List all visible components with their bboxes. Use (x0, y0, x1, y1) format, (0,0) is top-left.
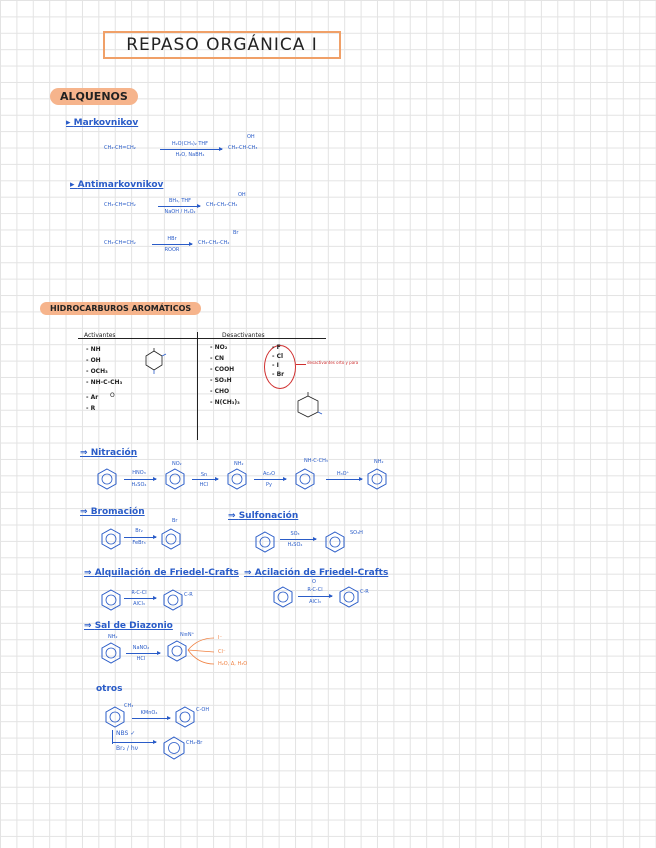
nitracion-sub-nh2: NH₂ (234, 461, 244, 467)
markovnikov-reactant: CH₃-CH=CH₂ (104, 145, 136, 151)
halogenos-list (272, 343, 284, 379)
acilacion-label: Acilación de Friedel-Crafts (254, 568, 389, 578)
branch-arrows-icon (188, 634, 218, 668)
anti-r1-cond-top: BH₃, THF (168, 198, 192, 204)
activante-sub: O (110, 392, 115, 399)
acilacion-bottom: AlCl₃ (309, 599, 321, 605)
diazonio-top: NaNO₂ (132, 645, 150, 651)
otros-top: KMnO₄ (140, 710, 158, 716)
benzene-icon (174, 706, 196, 728)
nitracion-s3-bottom: Py (266, 482, 272, 488)
nitracion-sub-nh2-final: NH₂ (374, 459, 384, 465)
anti-r2-cond-top: HBr (167, 236, 177, 242)
halogenos-note: desactivantes orto y para (307, 360, 359, 365)
section-header-alquenos: ALQUENOS (50, 88, 138, 105)
halogeno-item: - I (272, 362, 279, 369)
diazonio-bottom: HCl (136, 656, 146, 662)
benzene-icon (166, 640, 188, 662)
benzene-icon (254, 531, 276, 553)
nitracion-s4-top: H₃O⁺ (336, 471, 350, 477)
antimarkovnikov-label: Antimarkovnikov (77, 180, 164, 190)
nbs-bottom: Br₂ / hν (116, 745, 138, 752)
nitracion-s2-arrow (192, 479, 218, 480)
diazonio-branch: Cl⁻ (218, 649, 226, 655)
anti-r1-reactant: CH₃-CH=CH₂ (104, 202, 136, 208)
anti-r1-cond-bottom: NaOH / H₂O₂ (164, 209, 196, 215)
benzene-icon (100, 642, 122, 664)
otros-label: otros (96, 684, 123, 694)
benzene-icon (160, 528, 182, 550)
desactivante-item: - CN (210, 355, 225, 362)
sulfonacion-bottom: H₂SO₄ (287, 542, 303, 548)
sulfonacion-sub: SO₃H (350, 530, 363, 536)
benzene-icon (162, 736, 186, 760)
acilacion-arrow (298, 596, 332, 597)
nitracion-s1-bottom: H₂SO₄ (131, 482, 147, 488)
anti-r2-reactant: CH₃-CH=CH₂ (104, 240, 136, 246)
benzene-activantes-icon (144, 348, 168, 374)
halogeno-item: - F (272, 344, 281, 351)
diazonio-arrow (126, 653, 160, 654)
nbs-top: NBS ✓ (116, 730, 136, 737)
alquilacion-top: R-C-Cl (131, 590, 147, 596)
benzene-icon (294, 468, 316, 490)
nitracion-s3-arrow (254, 479, 286, 480)
halogeno-item: - Br (272, 371, 285, 378)
halogeno-item: - Cl (272, 353, 284, 360)
nitracion-label: Nitración (90, 448, 138, 458)
nitracion-s4-arrow (326, 479, 362, 480)
nitracion-heading: ⇒ Nitración (80, 448, 138, 458)
sulfonacion-heading: ⇒ Sulfonación (228, 511, 299, 521)
desactivante-item: - CHO (210, 388, 230, 395)
anti-r1-product-sub: OH (238, 192, 246, 198)
activante-item: - Ar (86, 394, 99, 401)
benzene-icon (100, 589, 122, 611)
diazonio-sub-start: NH₂ (108, 634, 118, 640)
activantes-header: Activantes (84, 332, 116, 339)
otros-sub-product: C-OH (196, 707, 210, 713)
benzene-icon (226, 468, 248, 490)
activante-item: - NH-C-CH₃ (86, 379, 123, 386)
nitracion-s2-top: Sn (200, 472, 208, 478)
alquilacion-bottom: AlCl₃ (133, 601, 145, 607)
diazonio-branch: H₂O, Δ, H₃O (218, 661, 248, 667)
benzene-icon (100, 528, 122, 550)
desactivante-item: - SO₃H (210, 377, 232, 384)
bromacion-top: Br₂ (135, 528, 143, 534)
markovnikov-label: Markovnikov (73, 118, 139, 128)
activantes-list (86, 344, 122, 414)
bromacion-arrow (124, 537, 156, 538)
diazonio-branch: I⁻ (218, 635, 223, 641)
nbs-arrow (112, 742, 156, 743)
activante-item: - R (86, 405, 96, 412)
diazonio-heading: ⇒ Sal de Diazonio (84, 621, 173, 631)
markovnikov-product: CH₃-CH-CH₃ (228, 145, 258, 151)
acilacion-top-sub: O (312, 579, 316, 585)
desactivante-item: - NO₂ (210, 344, 228, 351)
activante-item: - OCH₃ (86, 368, 108, 375)
markovnikov-cond-bottom: H₂O, NaBH₄ (175, 152, 205, 158)
section-header-aromaticos: HIDROCARBUROS AROMÁTICOS (40, 302, 201, 315)
benzene-icon (272, 586, 294, 608)
antimarkovnikov-heading: ▸ Antimarkovnikov (70, 180, 164, 190)
benzene-icon (96, 468, 118, 490)
markovnikov-product-sub: OH (247, 134, 255, 140)
otros-sub-start: CH₃ (124, 703, 134, 709)
bromacion-heading: ⇒ Bromación (80, 507, 145, 517)
desactivantes-list (210, 342, 240, 408)
desactivante-item: - COOH (210, 366, 235, 373)
page-title: REPASO ORGÁNICA I (103, 31, 341, 59)
benzene-desactivantes-icon (296, 390, 326, 420)
anti-r1-product: CH₃-CH₂-CH₂ (206, 202, 238, 208)
bromacion-label: Bromación (90, 507, 145, 517)
anti-r2-cond-bottom: ROOR (164, 247, 180, 253)
table-divider-vertical (197, 332, 198, 440)
alquilacion-sub: C-R (184, 592, 193, 598)
diazonio-label: Sal de Diazonio (94, 621, 173, 631)
alquilacion-heading: ⇒ Alquilación de Friedel-Crafts (84, 568, 239, 578)
nitracion-sub-no2: NO₂ (172, 461, 182, 467)
benzene-icon (324, 531, 346, 553)
diazonio-sub-product: N≡N⁺ (180, 632, 195, 638)
bromacion-sub: Br (172, 518, 178, 524)
alquilacion-arrow (124, 598, 156, 599)
acilacion-sub: C-R (360, 589, 369, 595)
benzene-icon (104, 706, 126, 728)
activante-item: - OH (86, 357, 101, 364)
nitracion-s2-bottom: HCl (199, 482, 209, 488)
anti-r2-product-sub: Br (233, 230, 239, 236)
otros-arrow (132, 718, 170, 719)
markovnikov-cond-top: H₂O(CH₃)₂ THF (171, 141, 209, 147)
markovnikov-heading: ▸ Markovnikov (66, 118, 139, 128)
anti-r2-arrow (152, 244, 192, 245)
desactivantes-header: Desactivantes (222, 332, 265, 339)
nitracion-s3-top: Ac₂O (262, 471, 276, 477)
acilacion-top: R-C-Cl (307, 587, 323, 593)
sulfonacion-top: SO₃ (290, 531, 300, 537)
sulfonacion-arrow (280, 539, 316, 540)
activante-item: - NH (86, 346, 101, 353)
benzene-icon (162, 589, 184, 611)
benzene-icon (366, 468, 388, 490)
bromacion-bottom: FeBr₃ (132, 540, 146, 546)
benzene-icon (338, 586, 360, 608)
nitracion-s1-arrow (124, 479, 156, 480)
sulfonacion-label: Sulfonación (238, 511, 299, 521)
otros-sub-br: CH₂-Br (186, 740, 203, 746)
markovnikov-arrow (160, 149, 222, 150)
halogenos-pointer (296, 364, 306, 365)
desactivante-item: - N(CH₃)₃ (210, 399, 240, 406)
nitracion-s1-top: HNO₃ (132, 470, 146, 476)
anti-r1-arrow (158, 206, 200, 207)
anti-r2-product: CH₃-CH₂-CH₂ (198, 240, 230, 246)
alquilacion-label: Alquilación de Friedel-Crafts (94, 568, 239, 578)
benzene-icon (164, 468, 186, 490)
nitracion-sub-amide: NH-C-CH₃ (304, 458, 328, 464)
acilacion-heading: ⇒ Acilación de Friedel-Crafts (244, 568, 389, 578)
